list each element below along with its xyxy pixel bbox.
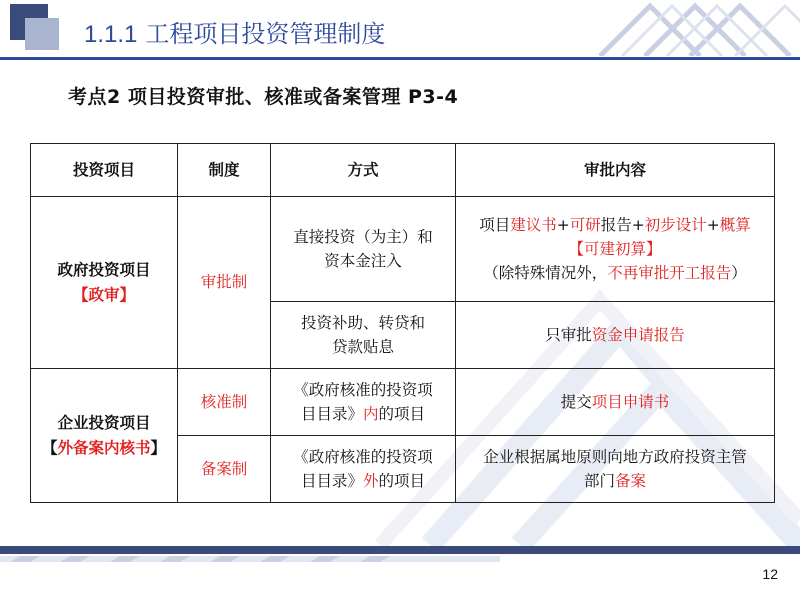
ent-project-cell <box>31 369 178 503</box>
direct-investment-content <box>456 197 775 302</box>
method-line: 《政府核准的投资项 <box>293 380 433 399</box>
text-span: 项目 <box>479 215 511 234</box>
method-line: 投资补助、转贷和 <box>300 313 425 332</box>
method-line <box>274 469 452 493</box>
gov-project-tag: 【政审】 <box>72 285 135 304</box>
gov-system-cell: 审批制 <box>178 197 271 369</box>
text-span: ） <box>731 264 747 282</box>
ent-project-name: 企业投资项目 <box>57 414 151 433</box>
header-investment-project: 投资项目 <box>31 144 178 197</box>
text-span: 的项目 <box>378 472 426 490</box>
highlight-span: 外 <box>362 472 379 490</box>
method-line <box>274 402 452 426</box>
text-span: 目目录》 <box>300 405 363 423</box>
method-line: 《政府核准的投资项 <box>293 447 433 466</box>
text-span: 的项目 <box>378 405 426 423</box>
header-method: 方式 <box>271 144 456 197</box>
text-span: 报告+ <box>600 215 645 234</box>
section-title: 工程项目投资管理制度 <box>145 20 386 48</box>
page-title <box>84 14 385 49</box>
text-span: + <box>706 215 720 234</box>
text-span: 只审批 <box>545 325 592 344</box>
content-line <box>459 213 771 237</box>
highlight-span: 备案 <box>615 472 647 490</box>
subsidy-method <box>271 302 456 369</box>
footer-stripe-decoration <box>0 556 500 562</box>
gov-project-name: 政府投资项目 <box>57 261 151 280</box>
highlight-span: 不再审批开工报告 <box>607 264 732 282</box>
text-span: 部门 <box>583 472 615 490</box>
text-span: 【 <box>41 438 58 457</box>
text-span: （除特殊情况外， <box>483 264 608 282</box>
section-number: 1.1.1 <box>84 21 138 48</box>
highlight-span: 内 <box>362 405 379 423</box>
record-system-cell: 备案制 <box>178 436 271 503</box>
header-approval-content: 审批内容 <box>456 144 775 197</box>
investment-policy-table <box>30 143 775 503</box>
content-line <box>459 469 771 493</box>
direct-investment-method <box>271 197 456 302</box>
highlight-span: 项目申请书 <box>591 392 670 411</box>
record-method <box>271 436 456 503</box>
text-span: + <box>556 215 570 234</box>
gov-project-cell <box>31 197 178 369</box>
content-line <box>459 261 771 285</box>
subsidy-content <box>456 302 775 369</box>
logo-square-light <box>25 18 59 50</box>
slide-subtitle: 考点2 项目投资审批、核准或备案管理 P3-4 <box>68 86 459 108</box>
table-row <box>31 197 775 302</box>
method-line: 贷款贴息 <box>331 338 394 356</box>
highlight-span: 初步设计 <box>644 215 707 234</box>
record-content <box>456 436 775 503</box>
method-line: 资本金注入 <box>324 252 402 270</box>
mnemonic-line: 【可建初算】 <box>568 239 662 258</box>
header-stripe-decoration <box>560 2 800 56</box>
page-number: 12 <box>762 566 778 582</box>
footer-bar <box>0 546 800 554</box>
ent-project-tag <box>34 436 174 460</box>
approval-system-cell: 核准制 <box>178 369 271 436</box>
highlight-span: 外备案内核书 <box>57 438 151 457</box>
highlight-span: 可研 <box>569 215 601 234</box>
text-span: 提交 <box>560 392 592 411</box>
logo-squares <box>10 4 60 52</box>
text-span: 】 <box>150 438 167 457</box>
table-row <box>31 369 775 436</box>
highlight-span: 概算 <box>719 215 751 234</box>
highlight-span: 资金申请报告 <box>591 325 685 344</box>
approval-content <box>456 369 775 436</box>
highlight-span: 建议书 <box>510 215 557 234</box>
content-line: 企业根据属地原则向地方政府投资主管 <box>483 447 747 466</box>
table-header-row <box>31 144 775 197</box>
method-line: 直接投资（为主）和 <box>293 227 433 246</box>
text-span: 目目录》 <box>300 472 363 490</box>
header-system: 制度 <box>178 144 271 197</box>
approval-method <box>271 369 456 436</box>
header-rule <box>0 57 800 60</box>
